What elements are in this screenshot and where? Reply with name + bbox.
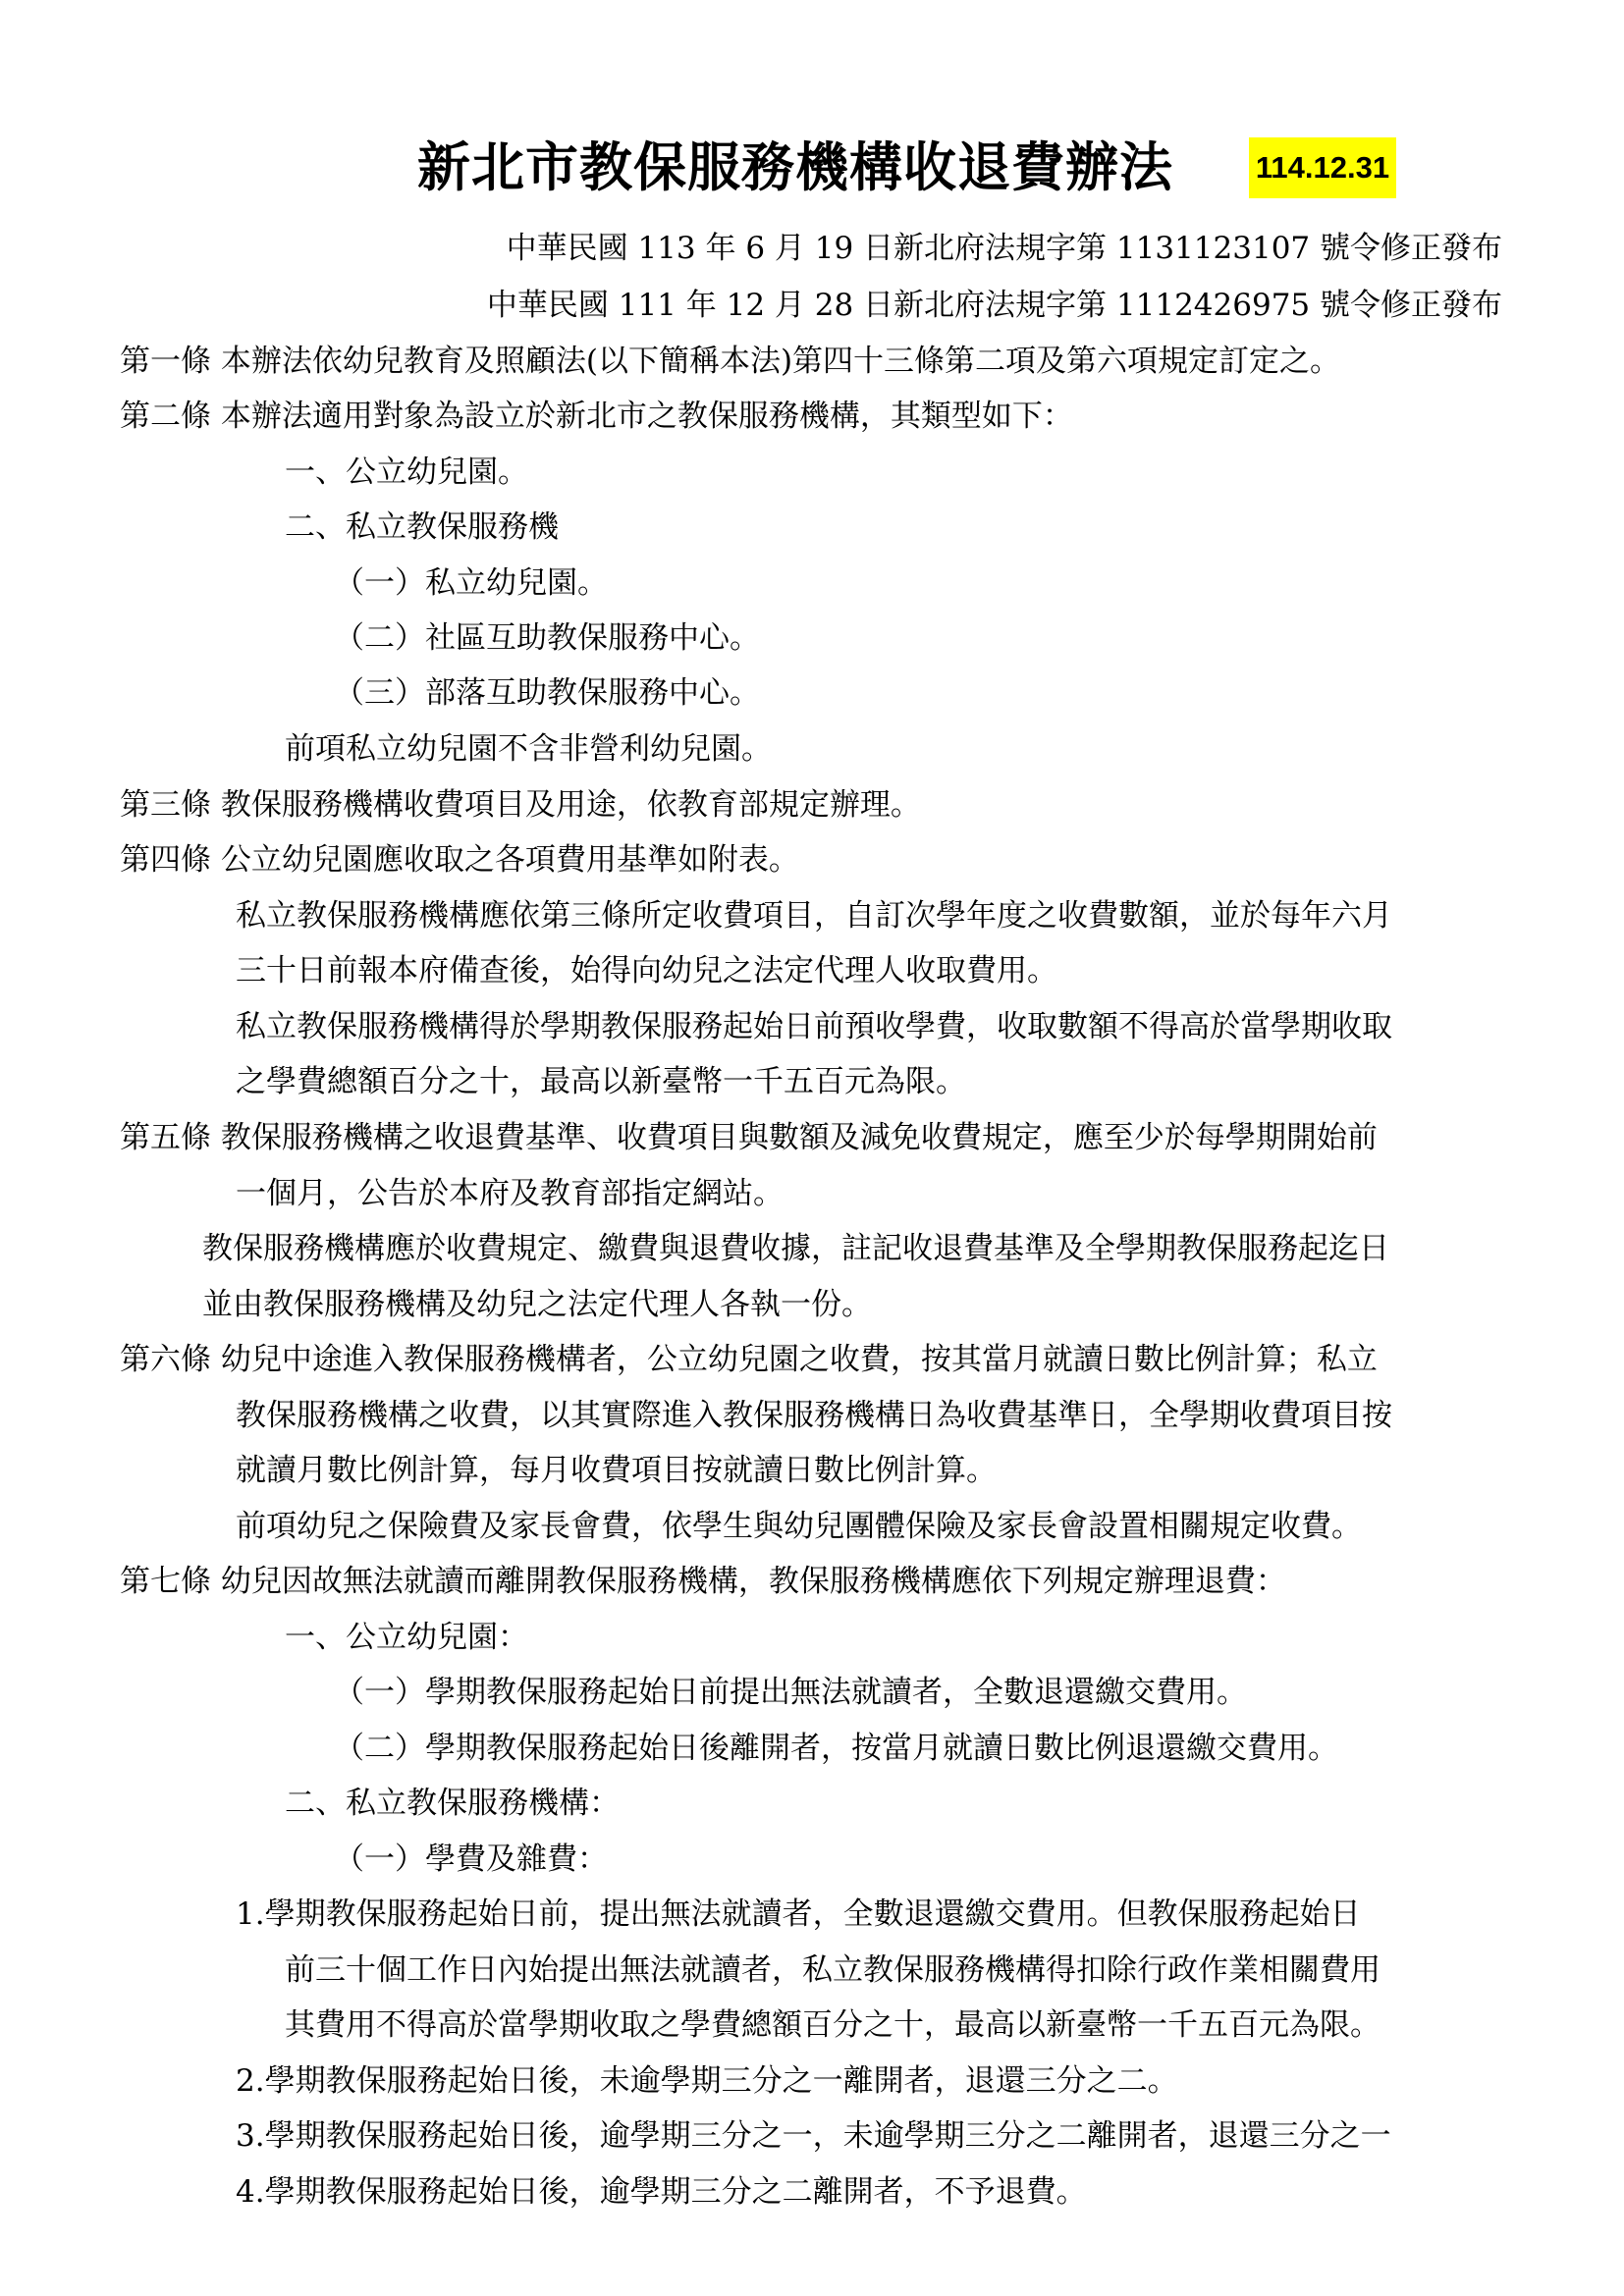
paragraph: 之學費總額百分之十，最高以新臺幣一千五百元為限。 <box>236 1064 966 1099</box>
list-item: （三）部落互助教保服務中心。 <box>334 675 760 711</box>
article-4: 第四條 公立幼兒園應收取之各項費用基準如附表。 <box>120 842 799 878</box>
paragraph: 前三十個工作日內始提出無法就讀者，私立教保服務機構得扣除行政作業相關費用 <box>285 1952 1380 1988</box>
publication-line: 中華民國 113 年 6 月 19 日新北府法規字第 1131123107 號令修正發布 <box>506 231 1502 266</box>
paragraph: 教保服務機構之收費，以其實際進入教保服務機構日為收費基準日，全學期收費項目按 <box>236 1398 1392 1433</box>
paragraph: 其費用不得高於當學期收取之學費總額百分之十，最高以新臺幣一千五百元為限。 <box>285 2007 1380 2043</box>
paragraph: 教保服務機構應於收費規定、繳費與退費收據，註記收退費基準及全學期教保服務起迄日 <box>202 1231 1389 1266</box>
article-2: 第二條 本辦法適用對象為設立於新北市之教保服務機構，其類型如下： <box>120 399 1073 434</box>
list-item: （一）私立幼兒園。 <box>334 565 608 601</box>
list-item: （二）學期教保服務起始日後離開者，按當月就讀日數比例退還繳交費用。 <box>334 1731 1338 1766</box>
publication-line: 中華民國 111 年 12 月 28 日新北府法規字第 1112426975 號令修正發布 <box>486 288 1502 323</box>
paragraph: 私立教保服務機構應依第三條所定收費項目，自訂次學年度之收費數額，並於每年六月 <box>236 898 1392 934</box>
article-6: 第六條 幼兒中途進入教保服務機構者，公立幼兒園之收費，按其當月就讀日數比例計算；私立 <box>120 1342 1378 1377</box>
paragraph: 並由教保服務機構及幼兒之法定代理人各執一份。 <box>202 1287 872 1322</box>
article-5: 第五條 教保服務機構之收退費基準、收費項目與數額及減免收費規定，應至少於每學期開始前 <box>120 1120 1378 1155</box>
list-item: 二、私立教保服務機構： <box>285 1786 620 1821</box>
list-item: 二、私立教保服務機 <box>285 509 559 545</box>
paragraph: 前項幼兒之保險費及家長會費，依學生與幼兒團體保險及家長會設置相關規定收費。 <box>236 1509 1362 1544</box>
paragraph: 三十日前報本府備查後，始得向幼兒之法定代理人收取費用。 <box>236 953 1057 988</box>
numbered-item: 1.學期教保服務起始日前，提出無法就讀者，全數退還繳交費用。但教保服務起始日 <box>236 1896 1361 1932</box>
paragraph: 私立教保服務機構得於學期教保服務起始日前預收學費，收取數額不得高於當學期收取 <box>236 1009 1392 1044</box>
article-1: 第一條 本辦法依幼兒教育及照顧法(以下簡稱本法)第四十三條第二項及第六項規定訂定之。 <box>120 344 1341 379</box>
numbered-item: 2.學期教保服務起始日後，未逾學期三分之一離開者，退還三分之二。 <box>236 2063 1178 2099</box>
list-item: （一）學費及雜費： <box>334 1842 608 1877</box>
numbered-item: 3.學期教保服務起始日後，逾學期三分之一，未逾學期三分之二離開者，退還三分之一 <box>236 2118 1391 2154</box>
date-badge: 114.12.31 <box>1249 137 1396 198</box>
list-item: （一）學期教保服務起始日前提出無法就讀者，全數退還繳交費用。 <box>334 1675 1247 1710</box>
list-item: 一、公立幼兒園： <box>285 1620 528 1655</box>
paragraph: 一個月，公告於本府及教育部指定網站。 <box>236 1176 784 1211</box>
document-title: 新北市教保服務機構收退費辦法 <box>417 136 1173 198</box>
list-item: 一、公立幼兒園。 <box>285 454 528 490</box>
article-7: 第七條 幼兒因故無法就讀而離開教保服務機構，教保服務機構應依下列規定辦理退費： <box>120 1564 1286 1599</box>
list-item: （二）社區互助教保服務中心。 <box>334 620 760 656</box>
article-3: 第三條 教保服務機構收費項目及用途，依教育部規定辦理。 <box>120 787 921 823</box>
paragraph: 就讀月數比例計算，每月收費項目按就讀日數比例計算。 <box>236 1453 997 1488</box>
numbered-item: 4.學期教保服務起始日後，逾學期三分之二離開者，不予退費。 <box>236 2174 1087 2210</box>
paragraph: 前項私立幼兒園不含非營利幼兒園。 <box>285 731 772 767</box>
